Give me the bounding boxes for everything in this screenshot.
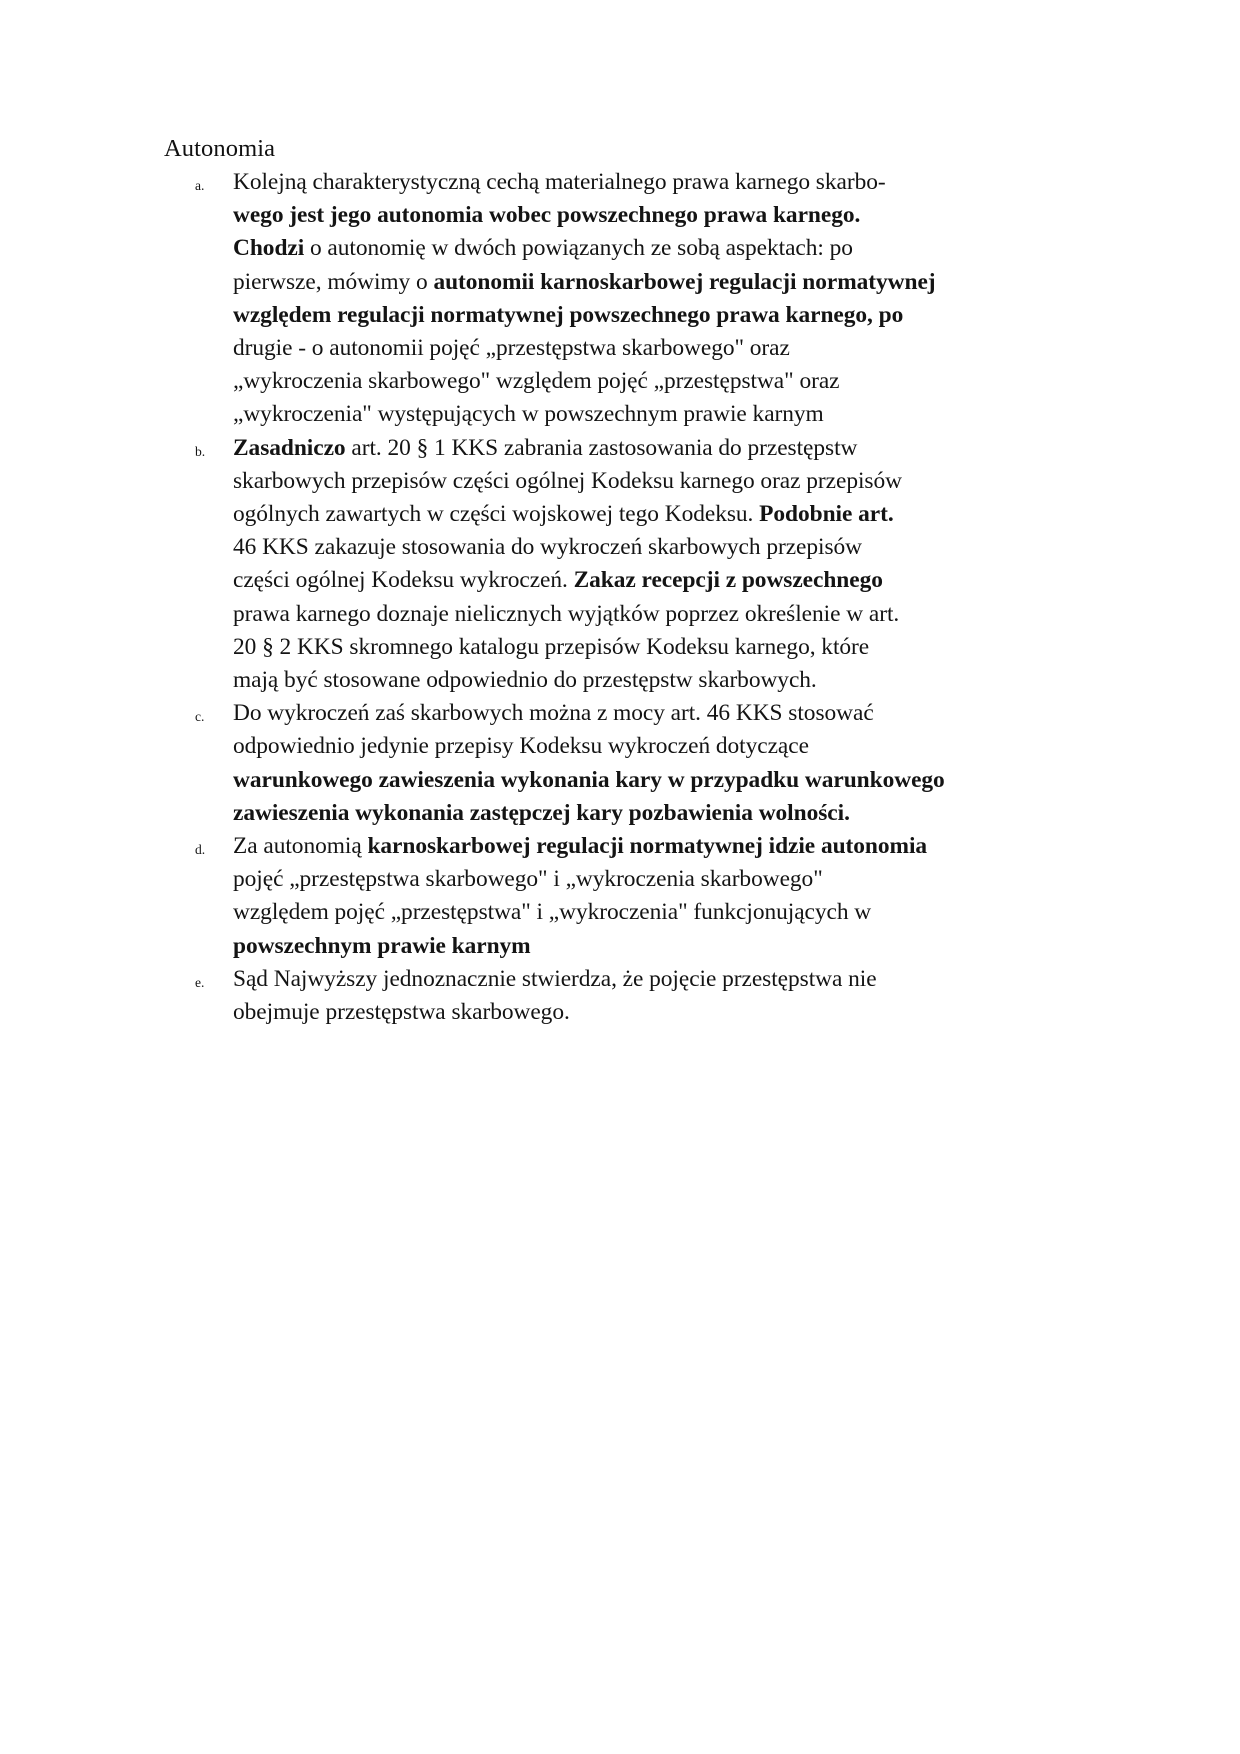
text-line — [233, 232, 994, 265]
text-run-bold: wego jest jego autonomia wobec powszechnego prawa karnego. — [233, 202, 861, 229]
text-run-bold: karnoskarbowej regulacji normatywnej idzie autonomia — [367, 833, 928, 860]
text-line — [233, 432, 994, 465]
text-line — [233, 299, 994, 332]
text-line — [233, 664, 994, 697]
text-run: „wykroczenia" występujących w powszechnym prawie karnym — [233, 401, 824, 428]
text-line — [233, 465, 994, 498]
list-item-text — [233, 830, 994, 963]
text-run: skarbowych przepisów części ogólnej Kodeksu karnego oraz przepisów — [233, 467, 902, 494]
text-run: Kolejną charakterystyczną cechą materialnego prawa karnego skarbo- — [233, 169, 886, 195]
text-line — [233, 863, 994, 896]
text-line — [233, 996, 994, 1029]
text-run: „wykroczenia skarbowego" względem pojęć „przestępstwa" oraz — [233, 368, 840, 395]
text-run-bold: autonomii karnoskarbowej regulacji normatywnej — [433, 268, 936, 295]
text-line — [233, 730, 994, 763]
text-run: 20 § 2 KKS skromnego katalogu przepisów Kodeksu karnego, które — [233, 633, 870, 660]
text-line — [233, 930, 994, 963]
text-line — [233, 896, 994, 929]
list-item — [164, 432, 994, 698]
text-run: mają być stosowane odpowiednio do przestępstw skarbowych. — [233, 667, 817, 694]
list-item-marker: b. — [195, 443, 206, 459]
text-run: art. 20 § 1 KKS zabrania zastosowania do przestępstw — [345, 434, 858, 461]
text-run: Sąd Najwyższy jednoznacznie stwierdza, że pojęcie przestępstwa nie — [233, 965, 877, 992]
text-run: odpowiednio jedynie przepisy Kodeksu wykroczeń dotyczące — [233, 733, 809, 760]
text-line — [233, 332, 994, 365]
lettered-list — [164, 166, 994, 1029]
text-run-bold: Podobnie art. — [759, 501, 894, 528]
document-content — [164, 132, 994, 1029]
text-line — [233, 199, 994, 232]
text-line — [233, 830, 994, 863]
list-item-marker: e. — [195, 974, 205, 990]
text-run: Za autonomią — [233, 833, 368, 860]
list-item-marker: c. — [195, 709, 205, 725]
text-line — [233, 598, 994, 631]
text-line — [233, 697, 994, 730]
text-run: Do wykroczeń zaś skarbowych można z mocy art. 46 KKS stosować — [233, 700, 874, 727]
text-run-bold: Chodzi — [233, 235, 305, 262]
list-item — [164, 830, 994, 963]
list-item — [164, 963, 994, 1029]
text-line — [233, 398, 994, 431]
text-line — [233, 266, 994, 299]
text-run: prawa karnego doznaje nielicznych wyjątków poprzez określenie w art. — [233, 600, 900, 627]
text-line — [233, 531, 994, 564]
list-item-text — [233, 432, 994, 698]
text-line — [233, 963, 994, 996]
text-line — [233, 498, 994, 531]
text-run-bold: zawieszenia wykonania zastępczej kary pozbawienia wolności. — [233, 799, 850, 826]
text-run-bold: warunkowego zawieszenia wykonania kary w przypadku warunkowego — [233, 766, 945, 793]
list-item-text — [233, 166, 994, 432]
text-run: o autonomię w dwóch powiązanych ze sobą aspektach: po — [304, 235, 853, 262]
text-run: drugie - o autonomii pojęć „przestępstwa skarbowego" oraz — [233, 335, 790, 362]
text-run: pierwsze, mówimy o — [233, 268, 434, 295]
text-run-bold: względem regulacji normatywnej powszechnego prawa karnego, po — [233, 301, 904, 328]
text-run: względem pojęć „przestępstwa" i „wykroczenia" funkcjonujących w — [233, 899, 872, 926]
text-line — [233, 166, 994, 199]
list-item-marker: a. — [195, 178, 205, 193]
text-run: 46 KKS zakazuje stosowania do wykroczeń skarbowych przepisów — [233, 534, 863, 561]
text-line — [233, 631, 994, 664]
text-run-bold: Zasadniczo — [233, 434, 346, 461]
list-item-text — [233, 697, 994, 830]
text-line — [233, 365, 994, 398]
list-item — [164, 697, 994, 830]
text-run: części ogólnej Kodeksu wykroczeń. — [233, 567, 574, 594]
text-line — [233, 764, 994, 797]
list-item — [164, 166, 994, 432]
list-item-text — [233, 963, 994, 1029]
text-run-bold: Zakaz recepcji z powszechnego — [573, 567, 883, 594]
text-run-bold: powszechnym prawie karnym — [233, 932, 531, 959]
list-item-marker: d. — [195, 842, 206, 858]
text-run: obejmuje przestępstwa skarbowego. — [233, 999, 570, 1026]
text-line — [233, 797, 994, 830]
text-run: pojęć „przestępstwa skarbowego" i „wykroczenia skarbowego" — [233, 866, 823, 893]
text-line — [233, 564, 994, 597]
page-title: Autonomia — [164, 135, 276, 162]
text-run: ogólnych zawartych w części wojskowej tego Kodeksu. — [233, 501, 760, 528]
